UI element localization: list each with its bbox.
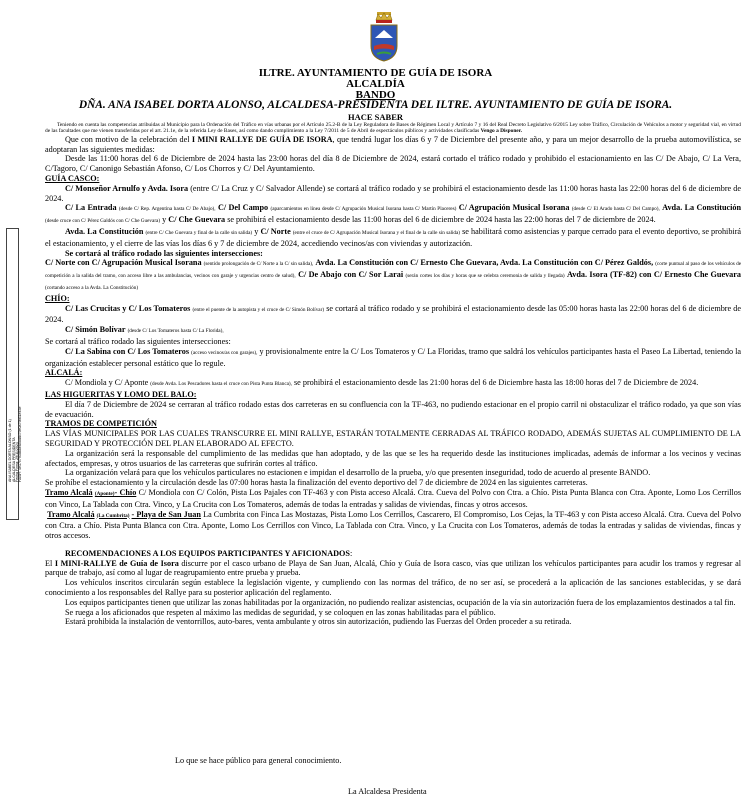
- paragraph: El I MINI-RALLYE de Guía de Isora discurre por el casco urbano de Playa de San Juan, Alcalá, Chío y Guía de Isora casco, vías que utilizan los vehículos participantes para acudir los tramos y regresar al parque de trabajo, así como al lugar de reagrupamiento entre prueba y prueba.: [45, 558, 742, 578]
- paragraph: C/ La Entrada (desde C/ Rep. Argentina hasta C/ De Abajo), C/ Del Campo (aparcamientos en línea desde C/ Agrupación Musical Isorana hasta C/ Martín Placeres) C/ Agrupación Musical Isorana (desde C/ El Arado hasta C/ Del Campo), Avda. La Constitución (desde cruce con C/ Pérez Galdós con C/ Che Guevara) y C/ Che Guevara se prohibirá el estacionamiento desde las 11:00 horas del 6 de diciembre de 2024 hasta las 22:00 horas del 7 de diciembre de 2024.: [45, 203, 742, 225]
- paragraph: El día 7 de Diciembre de 2024 se cerraran al tráfico rodado estas dos carreteras en su confluencia con la TF-463, no pudiendo estacionar en el propio carril ni obstaculizar el tráfico rodado, ya que son vías de evacuación.: [45, 399, 741, 419]
- paragraph: Se cortará al tráfico rodado las siguientes intersecciones:: [45, 336, 231, 346]
- signature-date: Fecha Firma: 29/11/2024: [15, 442, 19, 482]
- paragraph: Tramo Alcalá (Aponte)- Chío C/ Mondiola con C/ Colón, Pista Los Pajales con TF-463 y con Pista acceso Alcalá. Ctra. Cueva del Polvo con Ctra. a Chío. Pista Punta Blanca con Ctra. Aponte, Lomo Los Cerrillos con Vinco, La Tablada con Ctra. Vinco, y La Crucita con Los Tomateros, además de todas la entradas y salidas de viviendas, fincas y otros accesos.: [45, 487, 742, 509]
- paragraph: Los equipos participantes tienen que utilizar las zonas habilitadas por la organización, no pudiendo realizar asistencias, ocupación de la vía sin autorización fuera de los emplazamientos destinados a tal fin.: [65, 597, 736, 607]
- paragraph: Se prohíbe el estacionamiento y la circulación desde las 07:00 horas hasta la finalización del evento deportivo del 7 de diciembre de 2024 en las siguientes carreteras.: [45, 478, 588, 488]
- signature-line: La Alcaldesa Presidenta: [348, 787, 427, 796]
- section-heading-higueritas: LAS HIGUERITAS Y LOMO DEL BALO:: [45, 389, 197, 399]
- legal-preamble: Teniendo en cuenta las competencias atribuidas al Municipio para la Ordenación del Tráfico en vías urbanas por el Artículo 25.2-B de la Ley Reguladora de Bases de Régimen Local y Artículo 7 y 16 del Real Decreto Legislativo 6/2015 Ley sobre Tráfico, Circulación de Vehículos a motor y seguridad vial, en virtud de las facultades que me vienen transferidas por el art. 21.1e, de la referida Ley de Bases, así como dando cumplimiento a la Ley 7/2011 de 5 de Abril de espectáculos públicos y actividades clasificadas Vengo a Disponer.: [45, 122, 741, 135]
- paragraph: Desde las 11:00 horas del 6 de Diciembre de 2024 hasta las 23:00 horas del día 8 de Diciembre de 2024, estará cortado el tráfico rodado y prohibido el estacionamiento en las C/ De Abajo, C/ La Vera, C/Tagoro, C/ Canonigo Sebastián Afonso, C/ Los Chorros y C/ Del Ayuntamiento.: [45, 154, 741, 174]
- intersections-title: Se cortará al tráfico rodado las siguientes intersecciones:: [65, 248, 263, 258]
- council-name: ILTRE. AYUNTAMIENTO DE GUÍA DE ISORA: [258, 67, 493, 79]
- signature-hash: HASH: 4e17c793d88ea5cd8b79e0a79b61e45e: [18, 406, 22, 482]
- section-heading-alcala: ALCALÁ:: [45, 368, 83, 378]
- hace-saber: HACE SABER: [347, 112, 404, 122]
- closing-line: Lo que se hace público para general conocimiento.: [175, 756, 342, 765]
- signature-stamp: [8, 234, 22, 484]
- paragraph: C/ Simón Bolívar (desde C/ Los Tomateros hasta C/ La Florida),: [65, 325, 224, 335]
- paragraph: Estará prohibida la instalación de ventorrillos, auto-bares, venta ambulante y otros sin autorización, pudiendo las Fuerzas del Orden proceder a su retirada.: [65, 617, 572, 627]
- signer-role: ALCALDESA PRESIDENTA: [12, 437, 16, 482]
- paragraph: C/ Monseñor Arnulfo y Avda. Isora (entre C/ La Cruz y C/ Salvador Allende) se cortará al tráfico rodado y se prohibirá el estacionamiento desde las 11:00 horas hasta las 22:00 horas del 6 de diciembre de 2024.: [45, 183, 741, 203]
- paragraph: C/ Mondiola y C/ Aponte (desde Avda. Los Pescadores hasta el cruce con Pista Punta Blanca), se prohibirá el estacionamiento desde las 21:00 horas del 6 de Diciembre hasta las 18:00 horas del 7 de Diciembre de 2024.: [65, 378, 699, 388]
- section-heading-chio: CHÍO:: [45, 293, 70, 303]
- paragraph: C/ La Sabina con C/ Los Tomateros (acceso vecinos/as con garajes), y provisionalmente entre la C/ Los Tomateros y C/ La Floridas, tramo que saldrá los vehículos participantes hasta el Paseo La Libertad, teniendo la organización establecer personal estático que lo regule.: [45, 346, 742, 368]
- paragraph: Avda. La Constitución (entre C/ Che Guevara y final de la calle sin salida) y C/ Norte (entre el cruce de C/ Agrupación Musical Isorana y el final de la calle sin salida) se habilitará como asistencias y parque cerrado para el evento deportivo, se prohibirá el estacionamiento, y el cierre de las vías los días 6 y 7 de diciembre de 2024, accediendo vecinos/as con viviendas y autorización.: [45, 226, 742, 248]
- mayor-heading: DÑA. ANA ISABEL DORTA ALONSO, ALCALDESA-PRESIDENTA DEL ILTRE. AYUNTAMIENTO DE GUÍA DE ISORA.: [78, 99, 673, 111]
- signer-name: ANA ISABEL DORTA ALONSO (1 de 1): [8, 419, 12, 482]
- document-title: BANDO: [355, 89, 396, 101]
- paragraph: La organización será la responsable del cumplimiento de las medidas que han adoptado, y de las que se les ha requerido desde las instituciones implicadas, además de informar a los vecinos y vecinas afectados, empresas, y otros usuarios de las carreteras que sufrirán cortes al tráfico.: [45, 448, 741, 468]
- paragraph: LAS VÍAS MUNICIPALES POR LAS CUALES TRANSCURRE EL MINI RALLYE, ESTARÁN TOTALMENTE CERRADAS AL TRÁFICO RODADO, ADEMÁS SUJETAS AL CUMPLIMIENTO DE LA SEGURIDAD Y PROTECCIÓN DEL PLAN ELABORADO AL EFECTO.: [45, 429, 741, 448]
- paragraph: C/ Norte con C/ Agrupación Musical Isorana (sentido prolongación de C/ Norte a la C/ sin salida), Avda. La Constitución con C/ Ernesto Che Guevara, Avda. La Constitución con C/ Pérez Galdós, (corte puntual al paso de los vehículos de competición a la salida del tramo, con acceso libre a las ambulancias, vecinos con garaje y urgencias centro de salud), C/ De Abajo con C/ Sor Larai (serán cortes los días y horas que se celebra ceremonia de salida y llegada) Avda. Isora (TF-82) con C/ Ernesto Che Guevara (cortando acceso a la Avda. La Constitución): [45, 258, 742, 291]
- section-heading-tramos: TRAMOS DE COMPETICIÓN: [45, 419, 157, 429]
- paragraph: Los vehículos inscritos circularán según establece la legislación vigente, y cumpliendo con las normas del tráfico, de no ser así, se procederá a la aplicación de las sanciones establecidas, y se dará conocimiento a los responsables del Rallye para su posterior aplicación del reglamento.: [45, 578, 741, 598]
- bando-body: [45, 122, 741, 627]
- paragraph: Se ruega a los aficionados que respeten al máximo las medidas de seguridad, y se coloquen en las zonas habilitadas para el público.: [65, 607, 496, 617]
- paragraph: C/ Las Crucitas y C/ Los Tomateros (entre el puente de la autopista y el cruce de C/ Simón Bolívar) se cortará al tráfico rodado y se prohibirá el estacionamiento desde las 05:00 horas hasta las 22:00 horas del 6 de diciembre de 2024.: [45, 303, 742, 325]
- office-name: ALCALDÍA: [346, 78, 405, 90]
- section-heading-casco: GUÍA CASCO:: [45, 174, 100, 183]
- paragraph: Que con motivo de la celebración del I MINI RALLYE DE GUÍA DE ISORA, que tendrá lugar los días 6 y 7 de Diciembre del presente año, y para un mejor desarrollo de la prueba automovilística, se adoptaran las siguientes medidas:: [45, 134, 742, 154]
- paragraph: La organización velará para que los vehículos particulares no estacionen e impidan el desarrollo de la prueba, y/o que presenten inseguridad, todo de acuerdo al presente BANDO.: [65, 468, 651, 478]
- recommendations-title: RECOMENDACIONES A LOS EQUIPOS PARTICIPANTES Y AFICIONADOS:: [65, 548, 353, 558]
- municipal-crest-icon: [368, 10, 400, 62]
- paragraph: Tramo Alcalá (La Cumbrita) - Playa de San Juan La Cumbrita con Finca Las Mostazas, Pista Lomo Los Cerrillos, Cascarero, El Compromiso, Los Cejas, la TF-463 y con Pista acceso Alcalá. Ctra. Cueva del Polvo con Ctra. a Chío. Pista Punta Blanca con Ctra. Aponte, Lomo Los Cerrillos con Vinco, La Tablada con Ctra. Vinco, y La Crucita con Los Tomateros, además de todas la entradas y salidas de viviendas, fincas y otros accesos.: [45, 509, 742, 541]
